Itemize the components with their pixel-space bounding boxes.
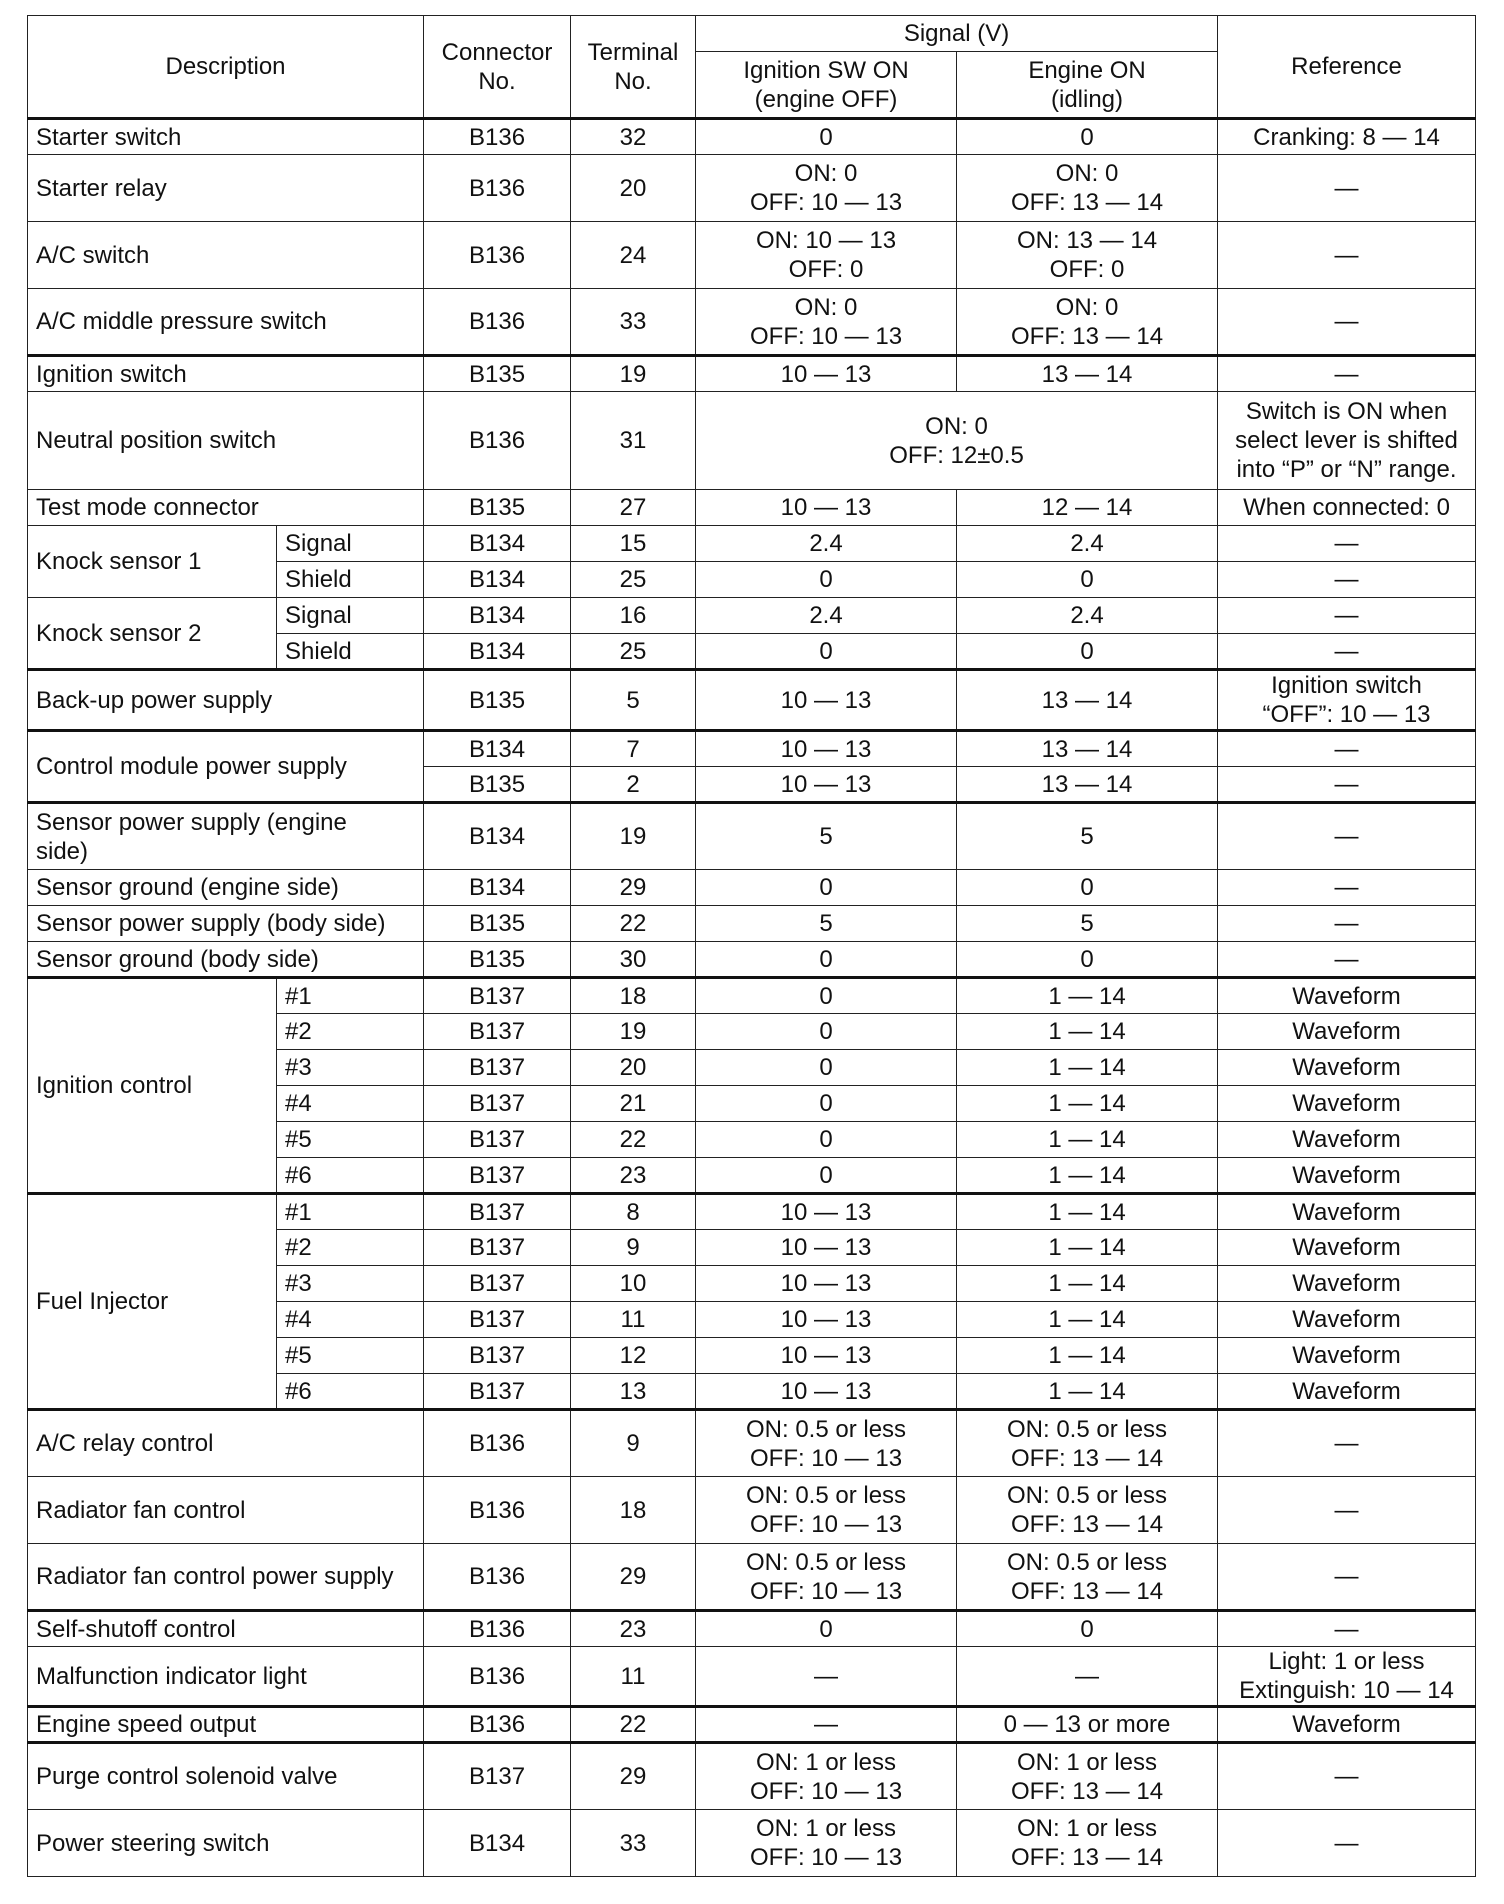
connector-cell: B137 — [424, 1743, 571, 1810]
description-cell: Sensor power supply (body side) — [28, 906, 424, 942]
engine-on-cell: 1 — 14 — [957, 1050, 1218, 1086]
reference-cell: Waveform — [1218, 1194, 1476, 1230]
engine-on-cell: 0 — [957, 119, 1218, 155]
terminal-cell: 24 — [571, 222, 696, 289]
terminal-cell: 32 — [571, 119, 696, 155]
ignition-sw-on-cell: ON: 10 — 13 OFF: 0 — [696, 222, 957, 289]
terminal-cell: 9 — [571, 1230, 696, 1266]
connector-cell: B136 — [424, 392, 571, 490]
ignition-sw-on-cell: 10 — 13 — [696, 490, 957, 526]
connector-cell: B136 — [424, 222, 571, 289]
ignition-sw-on-cell: 10 — 13 — [696, 1338, 957, 1374]
table-row — [28, 598, 1476, 634]
terminal-cell: 22 — [571, 1707, 696, 1743]
ignition-sw-on-cell: 0 — [696, 634, 957, 670]
ignition-sw-on-cell: 0 — [696, 562, 957, 598]
sub-item-cell: #4 — [277, 1302, 424, 1338]
engine-on-cell: ON: 0.5 or less OFF: 13 — 14 — [957, 1410, 1218, 1477]
ignition-sw-on-cell: 10 — 13 — [696, 1374, 957, 1410]
table-row — [28, 1647, 1476, 1707]
ignition-sw-on-cell: 0 — [696, 978, 957, 1014]
terminal-cell: 15 — [571, 526, 696, 562]
ignition-sw-on-cell: 5 — [696, 906, 957, 942]
terminal-cell: 18 — [571, 1477, 696, 1544]
header-description: Description — [28, 16, 424, 119]
description-cell: Radiator fan control power supply — [28, 1544, 424, 1611]
table-row — [28, 870, 1476, 906]
terminal-cell: 20 — [571, 155, 696, 222]
connector-cell: B136 — [424, 289, 571, 356]
table-row — [28, 1743, 1476, 1810]
connector-cell: B136 — [424, 1647, 571, 1707]
table-row — [28, 1194, 1476, 1230]
ignition-sw-on-cell: ON: 0 OFF: 10 — 13 — [696, 289, 957, 356]
header-engine-on: Engine ON (idling) — [957, 52, 1218, 119]
engine-on-cell: 0 — [957, 634, 1218, 670]
signal-cell: ON: 0 OFF: 12±0.5 — [696, 392, 1218, 490]
terminal-cell: 33 — [571, 1810, 696, 1877]
description-cell: Ignition switch — [28, 356, 424, 392]
terminal-cell: 20 — [571, 1050, 696, 1086]
sub-item-cell: #2 — [277, 1230, 424, 1266]
engine-on-cell: 13 — 14 — [957, 731, 1218, 767]
table-row — [28, 942, 1476, 978]
table-row — [28, 670, 1476, 731]
engine-on-cell: 1 — 14 — [957, 1194, 1218, 1230]
engine-on-cell: 13 — 14 — [957, 767, 1218, 803]
description-cell: Knock sensor 1 — [28, 526, 277, 598]
ignition-sw-on-cell: ON: 1 or less OFF: 10 — 13 — [696, 1810, 957, 1877]
engine-on-cell: 2.4 — [957, 526, 1218, 562]
reference-cell: — — [1218, 289, 1476, 356]
description-cell: A/C switch — [28, 222, 424, 289]
table-row — [28, 356, 1476, 392]
connector-cell: B134 — [424, 870, 571, 906]
engine-on-cell: 1 — 14 — [957, 1086, 1218, 1122]
table-row — [28, 392, 1476, 490]
terminal-cell: 10 — [571, 1266, 696, 1302]
connector-cell: B134 — [424, 598, 571, 634]
connector-cell: B137 — [424, 1050, 571, 1086]
engine-on-cell: ON: 1 or less OFF: 13 — 14 — [957, 1743, 1218, 1810]
ignition-sw-on-cell: 0 — [696, 1050, 957, 1086]
engine-on-cell: 1 — 14 — [957, 1374, 1218, 1410]
ignition-sw-on-cell: ON: 0.5 or less OFF: 10 — 13 — [696, 1544, 957, 1611]
sub-item-cell: #1 — [277, 978, 424, 1014]
reference-cell: — — [1218, 1544, 1476, 1611]
connector-cell: B136 — [424, 1477, 571, 1544]
table-row — [28, 978, 1476, 1014]
connector-cell: B134 — [424, 562, 571, 598]
description-cell: Fuel Injector — [28, 1194, 277, 1410]
engine-on-cell: ON: 0 OFF: 13 — 14 — [957, 155, 1218, 222]
terminal-cell: 11 — [571, 1302, 696, 1338]
terminal-cell: 2 — [571, 767, 696, 803]
sub-item-cell: Signal — [277, 526, 424, 562]
engine-on-cell: ON: 0.5 or less OFF: 13 — 14 — [957, 1477, 1218, 1544]
ignition-sw-on-cell: ON: 0.5 or less OFF: 10 — 13 — [696, 1477, 957, 1544]
header-reference: Reference — [1218, 16, 1476, 119]
engine-on-cell: 0 — [957, 562, 1218, 598]
table-row — [28, 1810, 1476, 1877]
reference-cell: Waveform — [1218, 1158, 1476, 1194]
reference-cell: Cranking: 8 — 14 — [1218, 119, 1476, 155]
ignition-sw-on-cell: 10 — 13 — [696, 731, 957, 767]
engine-on-cell: 1 — 14 — [957, 1302, 1218, 1338]
connector-cell: B136 — [424, 1544, 571, 1611]
engine-on-cell: 13 — 14 — [957, 670, 1218, 731]
engine-on-cell: 5 — [957, 906, 1218, 942]
reference-cell: — — [1218, 803, 1476, 870]
description-cell: Control module power supply — [28, 731, 424, 803]
terminal-cell: 11 — [571, 1647, 696, 1707]
table-row — [28, 490, 1476, 526]
sub-item-cell: #3 — [277, 1266, 424, 1302]
connector-cell: B135 — [424, 906, 571, 942]
reference-cell: Waveform — [1218, 1050, 1476, 1086]
header-connector: Connector No. — [424, 16, 571, 119]
connector-cell: B137 — [424, 1158, 571, 1194]
reference-cell: — — [1218, 1743, 1476, 1810]
ignition-sw-on-cell: 10 — 13 — [696, 1302, 957, 1338]
description-cell: Knock sensor 2 — [28, 598, 277, 670]
signal-table — [27, 15, 1476, 1877]
engine-on-cell: 1 — 14 — [957, 978, 1218, 1014]
description-cell: A/C relay control — [28, 1410, 424, 1477]
ignition-sw-on-cell: 0 — [696, 1158, 957, 1194]
connector-cell: B134 — [424, 731, 571, 767]
sub-item-cell: Signal — [277, 598, 424, 634]
reference-cell: — — [1218, 1810, 1476, 1877]
reference-cell: Light: 1 or less Extinguish: 10 — 14 — [1218, 1647, 1476, 1707]
connector-cell: B134 — [424, 634, 571, 670]
reference-cell: Waveform — [1218, 1122, 1476, 1158]
terminal-cell: 27 — [571, 490, 696, 526]
engine-on-cell: 5 — [957, 803, 1218, 870]
connector-cell: B135 — [424, 670, 571, 731]
ignition-sw-on-cell: ON: 0.5 or less OFF: 10 — 13 — [696, 1410, 957, 1477]
engine-on-cell: 12 — 14 — [957, 490, 1218, 526]
ignition-sw-on-cell: 0 — [696, 942, 957, 978]
engine-on-cell: ON: 1 or less OFF: 13 — 14 — [957, 1810, 1218, 1877]
ignition-sw-on-cell: 2.4 — [696, 598, 957, 634]
connector-cell: B136 — [424, 155, 571, 222]
description-cell: Starter switch — [28, 119, 424, 155]
reference-cell: — — [1218, 526, 1476, 562]
terminal-cell: 25 — [571, 634, 696, 670]
connector-cell: B134 — [424, 526, 571, 562]
table-row — [28, 222, 1476, 289]
ignition-sw-on-cell: 5 — [696, 803, 957, 870]
table-row — [28, 1611, 1476, 1647]
reference-cell: — — [1218, 1477, 1476, 1544]
ignition-sw-on-cell: 0 — [696, 1122, 957, 1158]
sub-item-cell: #5 — [277, 1338, 424, 1374]
connector-cell: B137 — [424, 1122, 571, 1158]
table-row — [28, 289, 1476, 356]
connector-cell: B137 — [424, 1266, 571, 1302]
reference-cell: When connected: 0 — [1218, 490, 1476, 526]
ignition-sw-on-cell: 0 — [696, 1611, 957, 1647]
reference-cell: — — [1218, 1410, 1476, 1477]
table-row — [28, 1477, 1476, 1544]
reference-cell: — — [1218, 356, 1476, 392]
description-cell: Self-shutoff control — [28, 1611, 424, 1647]
engine-on-cell: 1 — 14 — [957, 1338, 1218, 1374]
ignition-sw-on-cell: ON: 0 OFF: 10 — 13 — [696, 155, 957, 222]
reference-cell: — — [1218, 906, 1476, 942]
engine-on-cell: 0 — [957, 1611, 1218, 1647]
connector-cell: B134 — [424, 1810, 571, 1877]
table-row — [28, 906, 1476, 942]
terminal-cell: 29 — [571, 1544, 696, 1611]
connector-cell: B137 — [424, 1230, 571, 1266]
connector-cell: B135 — [424, 490, 571, 526]
terminal-cell: 19 — [571, 1014, 696, 1050]
terminal-cell: 19 — [571, 803, 696, 870]
header-ignition-sw-on: Ignition SW ON (engine OFF) — [696, 52, 957, 119]
reference-cell: Waveform — [1218, 1302, 1476, 1338]
terminal-cell: 12 — [571, 1338, 696, 1374]
engine-on-cell: 13 — 14 — [957, 356, 1218, 392]
reference-cell: — — [1218, 731, 1476, 767]
terminal-cell: 23 — [571, 1158, 696, 1194]
terminal-cell: 5 — [571, 670, 696, 731]
engine-on-cell: 0 — 13 or more — [957, 1707, 1218, 1743]
connector-cell: B137 — [424, 1014, 571, 1050]
reference-cell: — — [1218, 942, 1476, 978]
engine-on-cell: 1 — 14 — [957, 1266, 1218, 1302]
engine-on-cell: 0 — [957, 942, 1218, 978]
table-row — [28, 1544, 1476, 1611]
sub-item-cell: #2 — [277, 1014, 424, 1050]
ignition-sw-on-cell: 10 — 13 — [696, 670, 957, 731]
terminal-cell: 33 — [571, 289, 696, 356]
table-row — [28, 155, 1476, 222]
terminal-cell: 22 — [571, 906, 696, 942]
table-body — [28, 119, 1476, 1877]
sub-item-cell: #4 — [277, 1086, 424, 1122]
ignition-sw-on-cell: 10 — 13 — [696, 1266, 957, 1302]
terminal-cell: 22 — [571, 1122, 696, 1158]
connector-cell: B135 — [424, 942, 571, 978]
terminal-cell: 13 — [571, 1374, 696, 1410]
connector-cell: B137 — [424, 978, 571, 1014]
ignition-sw-on-cell: ON: 1 or less OFF: 10 — 13 — [696, 1743, 957, 1810]
description-cell: Radiator fan control — [28, 1477, 424, 1544]
description-cell: Engine speed output — [28, 1707, 424, 1743]
terminal-cell: 7 — [571, 731, 696, 767]
connector-cell: B137 — [424, 1194, 571, 1230]
connector-cell: B134 — [424, 803, 571, 870]
sub-item-cell: #5 — [277, 1122, 424, 1158]
terminal-cell: 9 — [571, 1410, 696, 1477]
ignition-sw-on-cell: 10 — 13 — [696, 356, 957, 392]
terminal-cell: 16 — [571, 598, 696, 634]
ignition-sw-on-cell: 2.4 — [696, 526, 957, 562]
reference-cell: Waveform — [1218, 1014, 1476, 1050]
reference-cell: — — [1218, 562, 1476, 598]
engine-on-cell: 1 — 14 — [957, 1230, 1218, 1266]
ignition-sw-on-cell: — — [696, 1647, 957, 1707]
connector-cell: B136 — [424, 119, 571, 155]
table-row — [28, 119, 1476, 155]
connector-cell: B136 — [424, 1410, 571, 1477]
reference-cell: Waveform — [1218, 1338, 1476, 1374]
terminal-cell: 21 — [571, 1086, 696, 1122]
ignition-sw-on-cell: 0 — [696, 870, 957, 906]
table-header — [28, 16, 1476, 119]
connector-cell: B137 — [424, 1086, 571, 1122]
reference-cell: — — [1218, 155, 1476, 222]
description-cell: Ignition control — [28, 978, 277, 1194]
table-row — [28, 803, 1476, 870]
connector-cell: B136 — [424, 1707, 571, 1743]
engine-on-cell: ON: 13 — 14 OFF: 0 — [957, 222, 1218, 289]
engine-on-cell: 2.4 — [957, 598, 1218, 634]
sub-item-cell: #3 — [277, 1050, 424, 1086]
reference-cell: — — [1218, 222, 1476, 289]
connector-cell: B137 — [424, 1338, 571, 1374]
description-cell: Back-up power supply — [28, 670, 424, 731]
description-cell: Purge control solenoid valve — [28, 1743, 424, 1810]
ignition-sw-on-cell: 0 — [696, 119, 957, 155]
terminal-cell: 29 — [571, 870, 696, 906]
connector-cell: B137 — [424, 1302, 571, 1338]
ignition-sw-on-cell: 10 — 13 — [696, 1230, 957, 1266]
terminal-cell: 19 — [571, 356, 696, 392]
sub-item-cell: #6 — [277, 1374, 424, 1410]
description-cell: A/C middle pressure switch — [28, 289, 424, 356]
table-row — [28, 526, 1476, 562]
description-cell: Neutral position switch — [28, 392, 424, 490]
terminal-cell: 30 — [571, 942, 696, 978]
connector-cell: B136 — [424, 1611, 571, 1647]
reference-cell: Ignition switch “OFF”: 10 — 13 — [1218, 670, 1476, 731]
reference-cell: Waveform — [1218, 978, 1476, 1014]
sub-item-cell: #1 — [277, 1194, 424, 1230]
ignition-sw-on-cell: 10 — 13 — [696, 1194, 957, 1230]
engine-on-cell: 1 — 14 — [957, 1014, 1218, 1050]
ignition-sw-on-cell: — — [696, 1707, 957, 1743]
terminal-cell: 18 — [571, 978, 696, 1014]
terminal-cell: 8 — [571, 1194, 696, 1230]
description-cell: Malfunction indicator light — [28, 1647, 424, 1707]
reference-cell: Waveform — [1218, 1707, 1476, 1743]
terminal-cell: 31 — [571, 392, 696, 490]
terminal-cell: 23 — [571, 1611, 696, 1647]
sub-item-cell: Shield — [277, 634, 424, 670]
terminal-cell: 29 — [571, 1743, 696, 1810]
ignition-sw-on-cell: 10 — 13 — [696, 767, 957, 803]
sub-item-cell: Shield — [277, 562, 424, 598]
connector-cell: B135 — [424, 767, 571, 803]
table-row — [28, 731, 1476, 767]
reference-cell: Waveform — [1218, 1266, 1476, 1302]
reference-cell: Waveform — [1218, 1230, 1476, 1266]
reference-cell: — — [1218, 634, 1476, 670]
table-row — [28, 1707, 1476, 1743]
engine-on-cell: 0 — [957, 870, 1218, 906]
description-cell: Sensor ground (engine side) — [28, 870, 424, 906]
connector-cell: B137 — [424, 1374, 571, 1410]
engine-on-cell: ON: 0.5 or less OFF: 13 — 14 — [957, 1544, 1218, 1611]
connector-cell: B135 — [424, 356, 571, 392]
terminal-cell: 25 — [571, 562, 696, 598]
reference-cell: Switch is ON when select lever is shifted into “P” or “N” range. — [1218, 392, 1476, 490]
reference-cell: Waveform — [1218, 1086, 1476, 1122]
reference-cell: Waveform — [1218, 1374, 1476, 1410]
table-row — [28, 1410, 1476, 1477]
description-cell: Sensor power supply (engine side) — [28, 803, 424, 870]
engine-on-cell: — — [957, 1647, 1218, 1707]
reference-cell: — — [1218, 1611, 1476, 1647]
ignition-sw-on-cell: 0 — [696, 1086, 957, 1122]
reference-cell: — — [1218, 870, 1476, 906]
description-cell: Sensor ground (body side) — [28, 942, 424, 978]
header-signal: Signal (V) — [696, 16, 1218, 52]
ignition-sw-on-cell: 0 — [696, 1014, 957, 1050]
sub-item-cell: #6 — [277, 1158, 424, 1194]
engine-on-cell: ON: 0 OFF: 13 — 14 — [957, 289, 1218, 356]
header-terminal: Terminal No. — [571, 16, 696, 119]
description-cell: Starter relay — [28, 155, 424, 222]
description-cell: Test mode connector — [28, 490, 424, 526]
reference-cell: — — [1218, 598, 1476, 634]
engine-on-cell: 1 — 14 — [957, 1122, 1218, 1158]
engine-on-cell: 1 — 14 — [957, 1158, 1218, 1194]
reference-cell: — — [1218, 767, 1476, 803]
description-cell: Power steering switch — [28, 1810, 424, 1877]
